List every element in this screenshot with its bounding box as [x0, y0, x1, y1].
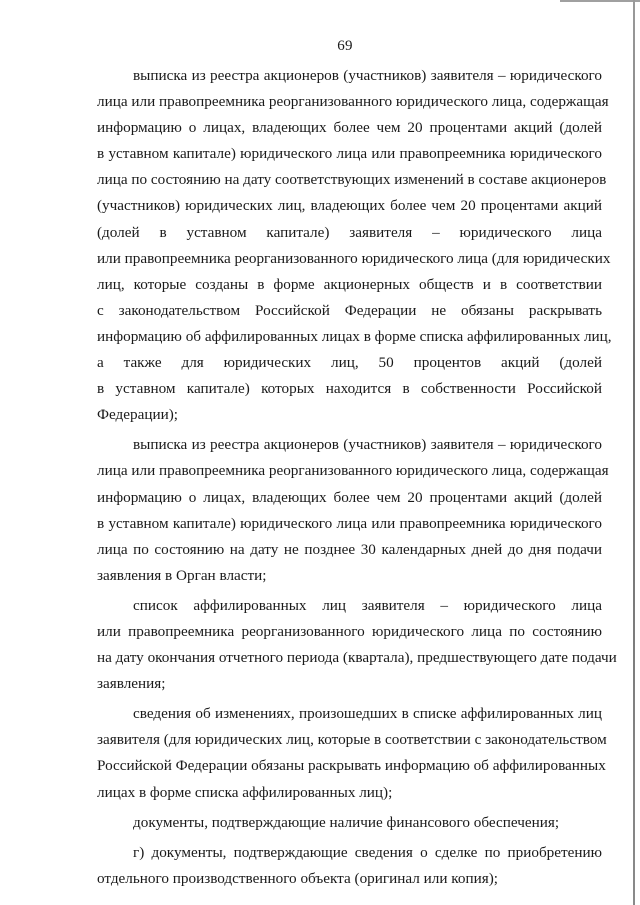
text-line: список аффилированных лиц заявителя – юридического лица — [133, 596, 602, 614]
paragraph-item-g-transaction-documents — [97, 840, 602, 892]
text-line: лица по состоянию на дату не позднее 30 календарных дней до дня подачи — [97, 540, 602, 558]
text-line: на дату окончания отчетного периода (квартала), предшествующего дате подачи — [97, 649, 617, 667]
paragraph-affiliated-persons-list — [97, 593, 617, 697]
text-line: информацию о лицах, владеющих более чем 20 процентами акций (долей — [97, 488, 602, 506]
text-line: лица или правопреемника реорганизованного юридического лица, содержащая — [97, 462, 609, 480]
text-line: с законодательством Российской Федерации не обязаны раскрывать — [97, 301, 602, 319]
scan-edge-right — [633, 0, 635, 905]
text-line: лиц, которые созданы в форме акционерных обществ и в соответствии — [97, 275, 602, 293]
text-line: а также для юридических лиц, 50 процентов акций (долей — [97, 354, 602, 372]
text-line: информацию об аффилированных лицах в форме списка аффилированных лиц, — [97, 327, 612, 345]
text-line: Российской Федерации обязаны раскрывать информацию об аффилированных — [97, 757, 606, 775]
paragraph-affiliated-list-changes — [97, 701, 607, 805]
paragraph-shareholder-register-extract-30-days — [97, 432, 609, 589]
text-line: лица или правопреемника реорганизованного юридического лица, содержащая — [97, 93, 609, 111]
text-line: информацию о лицах, владеющих более чем 20 процентами акций (долей — [97, 119, 602, 137]
text-line: в уставном капитале) которых находится в собственности Российской — [97, 380, 602, 398]
text-line: заявления; — [97, 675, 166, 693]
text-line: заявителя (для юридических лиц, которые в соответствии с законодательством — [97, 731, 607, 749]
paragraph-shareholder-register-extract-changes — [97, 63, 612, 428]
text-line: документы, подтверждающие наличие финансового обеспечения; — [133, 813, 560, 831]
text-line: (участников) юридических лиц, владеющих более чем 20 процентами акций — [97, 197, 602, 215]
scan-edge-top — [560, 0, 640, 2]
text-line: или правопреемника реорганизованного юридического лица по состоянию — [97, 622, 602, 640]
text-line: выписка из реестра акционеров (участников) заявителя – юридического — [133, 436, 602, 454]
text-line: лицах в форме списка аффилированных лиц); — [97, 783, 393, 801]
text-line: сведения об изменениях, произошедших в списке аффилированных лиц — [133, 705, 602, 723]
text-line: в уставном капитале) юридического лица или правопреемника юридического — [97, 145, 602, 163]
text-line: отдельного производственного объекта (оригинал или копия); — [97, 869, 498, 887]
text-line: (долей в уставном капитале) заявителя – юридического лица — [97, 223, 602, 241]
text-line: в уставном капитале) юридического лица или правопреемника юридического — [97, 514, 602, 532]
page-number: 69 — [337, 38, 353, 54]
text-line: заявления в Орган власти; — [97, 566, 267, 584]
text-line: или правопреемника реорганизованного юридического лица (для юридических — [97, 249, 611, 267]
text-line: Федерации); — [97, 406, 179, 424]
text-line: выписка из реестра акционеров (участников) заявителя – юридического — [133, 67, 602, 84]
text-line: лица по состоянию на дату соответствующих изменений в составе акционеров — [97, 171, 607, 189]
paragraph-financial-security-documents — [97, 810, 602, 836]
document-body — [97, 63, 617, 892]
text-line: г) документы, подтверждающие сведения о сделке по приобретению — [133, 843, 602, 861]
